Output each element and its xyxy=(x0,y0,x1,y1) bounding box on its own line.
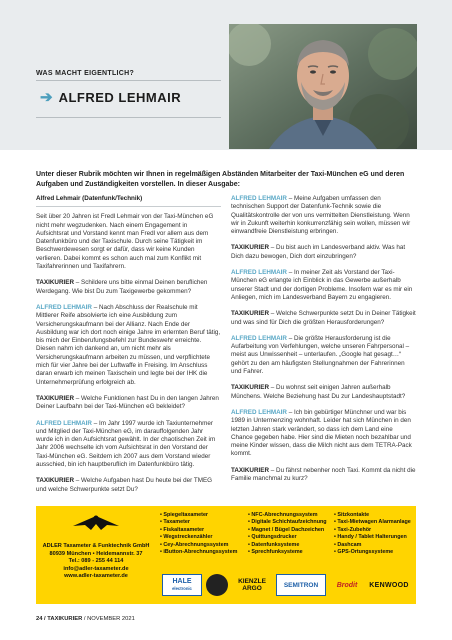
ad-address: 80939 München • Heidemannstr. 37 xyxy=(49,550,143,557)
ad-product-item: • Wegstreckenzähler xyxy=(160,534,237,541)
semitron-logo: SEMITRON xyxy=(276,574,326,596)
ad-product-item: • Dashcam xyxy=(334,542,411,549)
portrait-photo xyxy=(229,24,417,149)
column-left xyxy=(36,195,221,502)
answer-label: ALFRED LEHMAIR xyxy=(231,195,287,202)
question-label: TAXIKURIER xyxy=(231,466,270,474)
answer-2: ALFRED LEHMAIR – Im Jahr 1997 wurde ich Taxiunternehmer und Mitglied der Taxi-München eG, im darauffolgenden Jahr wurde ich in den Aufsichtsrat gewählt. In der chaotischen Zeit im Jahr 2006 wechselte ich vom Aufsichtsrat in den Vorstand der Taxi-München eG. Seitdem ich 2007 aus dem Vorstand wieder ausschied, bin ich hauptberuflich im Datenfunkbüro tätig. xyxy=(36,419,216,469)
question-3: TAXIKURIER – Welche Aufgaben hast Du heute bei der TMEG und welche Schwerpunkte setzt Du? xyxy=(36,477,213,493)
question-4: TAXIKURIER – Du bist auch im Landesverband aktiv. Was hat Dich dazu bewogen, Dich dort einzubringen? xyxy=(231,244,406,260)
arrow-icon: ➔ xyxy=(40,89,53,106)
section-kicker: WAS MACHT EIGENTLICH? xyxy=(36,70,135,77)
page-number: 24 / TAXIKURIER xyxy=(36,616,83,622)
question-2: TAXIKURIER – Welche Funktionen hast Du in den langen Jahren Deiner Laufbahn bei der Taxi-München eG bekleidet? xyxy=(36,394,219,411)
ad-product-list-1 xyxy=(160,512,237,556)
advertisement[interactable] xyxy=(36,506,416,604)
answer-6: ALFRED LEHMAIR – Ich bin gebürtiger Münchner und war bis 1989 in Untermenzing wohnhaft. Leider hat sich München in den letzten Jahren stark verändert, so dass ich dem Land eine Chance gegeben habe. Hier sind die Mieten noch bezahlbar und meine Kinder wissen, dass die Milch nicht aus dem TETRA-Pack kommt. xyxy=(231,408,412,458)
ad-product-item: • NFC-Abrechnungssystem xyxy=(248,512,327,519)
answer-4: ALFRED LEHMAIR – In meiner Zeit als Vorstand der Taxi-München eG erlangte ich Einblick in das Gewerbe außerhalb unserer Stadt und der dortigen Probleme. Insofern war es mir ein Anliegen, mich im Landesverband Bayern zu engagieren. xyxy=(231,269,413,301)
ad-product-item: • Datenfunksysteme xyxy=(248,542,327,549)
question-6: TAXIKURIER – Du wohnst seit einigen Jahren außerhalb Münchens. Welche Beziehung hast Du zur Landeshauptstadt? xyxy=(231,384,406,400)
headline xyxy=(40,90,181,105)
hale-logo: HALE electronic xyxy=(162,574,202,596)
page-footer xyxy=(36,616,135,622)
ad-product-item: • Cey-Abrechnungssystem xyxy=(160,542,237,549)
ad-product-item: • Taxameter xyxy=(160,519,237,526)
ad-product-item: • Magnet / Bügel Dachzeichen xyxy=(248,527,327,534)
question-7: TAXIKURIER – Du fährst nebenher noch Taxi. Kommt da nicht die Familie manchmal zu kurz? xyxy=(231,466,416,483)
ad-phone: Tel.: 089 - 255 44 114 xyxy=(68,558,124,565)
question-5: TAXIKURIER – Welche Schwerpunkte setzt Du in Deiner Tätigkeit und was sind für Dich die größten Herausforderungen? xyxy=(231,310,416,326)
ad-product-item: • Sprechfunksysteme xyxy=(248,549,327,556)
answer-label: ALFRED LEHMAIR xyxy=(231,334,287,342)
ad-product-item: • Sitzkontakte xyxy=(334,512,411,519)
question-label: TAXIKURIER xyxy=(231,244,270,252)
brodit-logo: Brodit xyxy=(336,581,358,589)
ad-product-item: • GPS-Ortungssysteme xyxy=(334,549,411,556)
ad-product-item: • Digitale Schichtaufzeichnung xyxy=(248,519,327,526)
ad-product-item: • Spiegeltaxameter xyxy=(160,512,237,519)
ad-product-item: • Quittungsdrucker xyxy=(248,534,327,541)
eagle-logo-icon xyxy=(61,512,131,534)
ad-product-item: • Handy / Tablet Halterungen xyxy=(334,534,411,541)
answer-1: ALFRED LEHMAIR – Nach Abschluss der Realschule mit Mittlerer Reife absolvierte ich eine Ausbildung zum Versicherungskaufmann bei der Allianz. Nach Ende der Ausbildung war ich dort noch einige Jahre im erlernten Beruf tätig, bis mich der Einberufungsbefehl zur Bundeswehr erreichte. Diesen nahm ich dankend an, um nicht mehr als Versicherungskaufmann arbeiten zu müssen, und verpflichtete mich für vier Jahre bei der Luftwaffe in Freising. Im Anschluss daran erwarb ich meinen Taxischein und legte bei der IHK die Unternehmerprüfung erfolgreich ab. xyxy=(36,303,221,386)
question-1: TAXIKURIER – Schildere uns bitte einmal Deinen beruflichen Werdegang. Wie bist Du zum Taxigewerbe gekommen? xyxy=(36,279,208,295)
brand-circle-logo-icon xyxy=(206,574,228,596)
ad-email-link[interactable]: info@adler-taxameter.de xyxy=(63,565,129,572)
answer-label: ALFRED LEHMAIR xyxy=(36,419,92,427)
ad-product-item: • iButton-Abrechnungssystem xyxy=(160,549,237,556)
ad-product-item: • Fiskaltaxameter xyxy=(160,527,237,534)
answer-5: ALFRED LEHMAIR – Die größte Herausforderung ist die Aufarbeitung von Verfehlungen, welche unseren Fahrpersonal – meist aus Unwissenheit – unterlaufen. „Google hat gesagt…“ gehört zu den am häufigsten Stellungnahmen der Fahrerinnen und Fahrer. xyxy=(231,334,410,376)
bio-paragraph: Seit über 20 Jahren ist Fredl Lehmair von der Taxi-München eG nicht mehr wegzudenken. Nach einem Engagement in Aufsichtsrat und Vorstand kennt man Fredl vor allem aus dem Datenfunkbüro und der Taxischule. Durch seine Tätigkeit im Beschwerdewesen sorgt er dafür, dass wir keine Kunden verlieren. Dabei kommt es schon auch mal zum Konflikt mit Taxifahrerinnen und Taxifahrern. xyxy=(36,213,214,271)
ad-product-list-2 xyxy=(248,512,327,556)
ad-company-block xyxy=(36,506,156,604)
answer-label: ALFRED LEHMAIR xyxy=(231,408,287,416)
column-right xyxy=(231,195,416,491)
kienzle-argo-logo: KIENZLE ARGO xyxy=(238,578,266,592)
kenwood-logo: KENWOOD xyxy=(369,581,409,589)
ad-website-link[interactable]: www.adler-taxameter.de xyxy=(64,573,128,580)
ad-product-item: • Taxi-Zubehör xyxy=(334,527,411,534)
question-label: TAXIKURIER xyxy=(36,394,75,402)
question-label: TAXIKURIER xyxy=(36,477,75,485)
issue-date: / NOVEMBER 2021 xyxy=(82,616,135,622)
answer-3: ALFRED LEHMAIR – Meine Aufgaben umfassen den technischen Support der Datenfunk-Technik sowie die Qualitätskontrolle der von uns vermittelten Dienstleistung. Wenn wir in Zukunft weiterhin konkurrenzfähig sein wollen, müssen wir einwandfreie Dienstleistung erbringen. xyxy=(231,195,411,236)
header-rule-top xyxy=(36,80,221,81)
answer-label: ALFRED LEHMAIR xyxy=(231,269,287,277)
interview-heading: Alfred Lehmair (Datenfunk/Technik) xyxy=(36,195,221,207)
question-label: TAXIKURIER xyxy=(231,310,270,318)
ad-product-list-3 xyxy=(334,512,411,556)
person-name: ALFRED LEHMAIR xyxy=(58,90,182,105)
question-label: TAXIKURIER xyxy=(36,279,75,287)
header-rule-bottom xyxy=(36,117,221,118)
question-label: TAXIKURIER xyxy=(231,384,270,392)
intro-text: Unter dieser Rubrik möchten wir Ihnen in regelmäßigen Abständen Mitarbeiter der Taxi-München eG und deren Aufgaben und Zuständigkeiten vorstellen. In dieser Ausgabe: xyxy=(36,171,405,188)
answer-label: ALFRED LEHMAIR xyxy=(36,303,92,311)
ad-product-item: • Taxi-Mietwagen Alarmanlage xyxy=(334,519,411,526)
ad-company-name: ADLER Taxameter & Funktechnik GmbH xyxy=(42,543,150,549)
